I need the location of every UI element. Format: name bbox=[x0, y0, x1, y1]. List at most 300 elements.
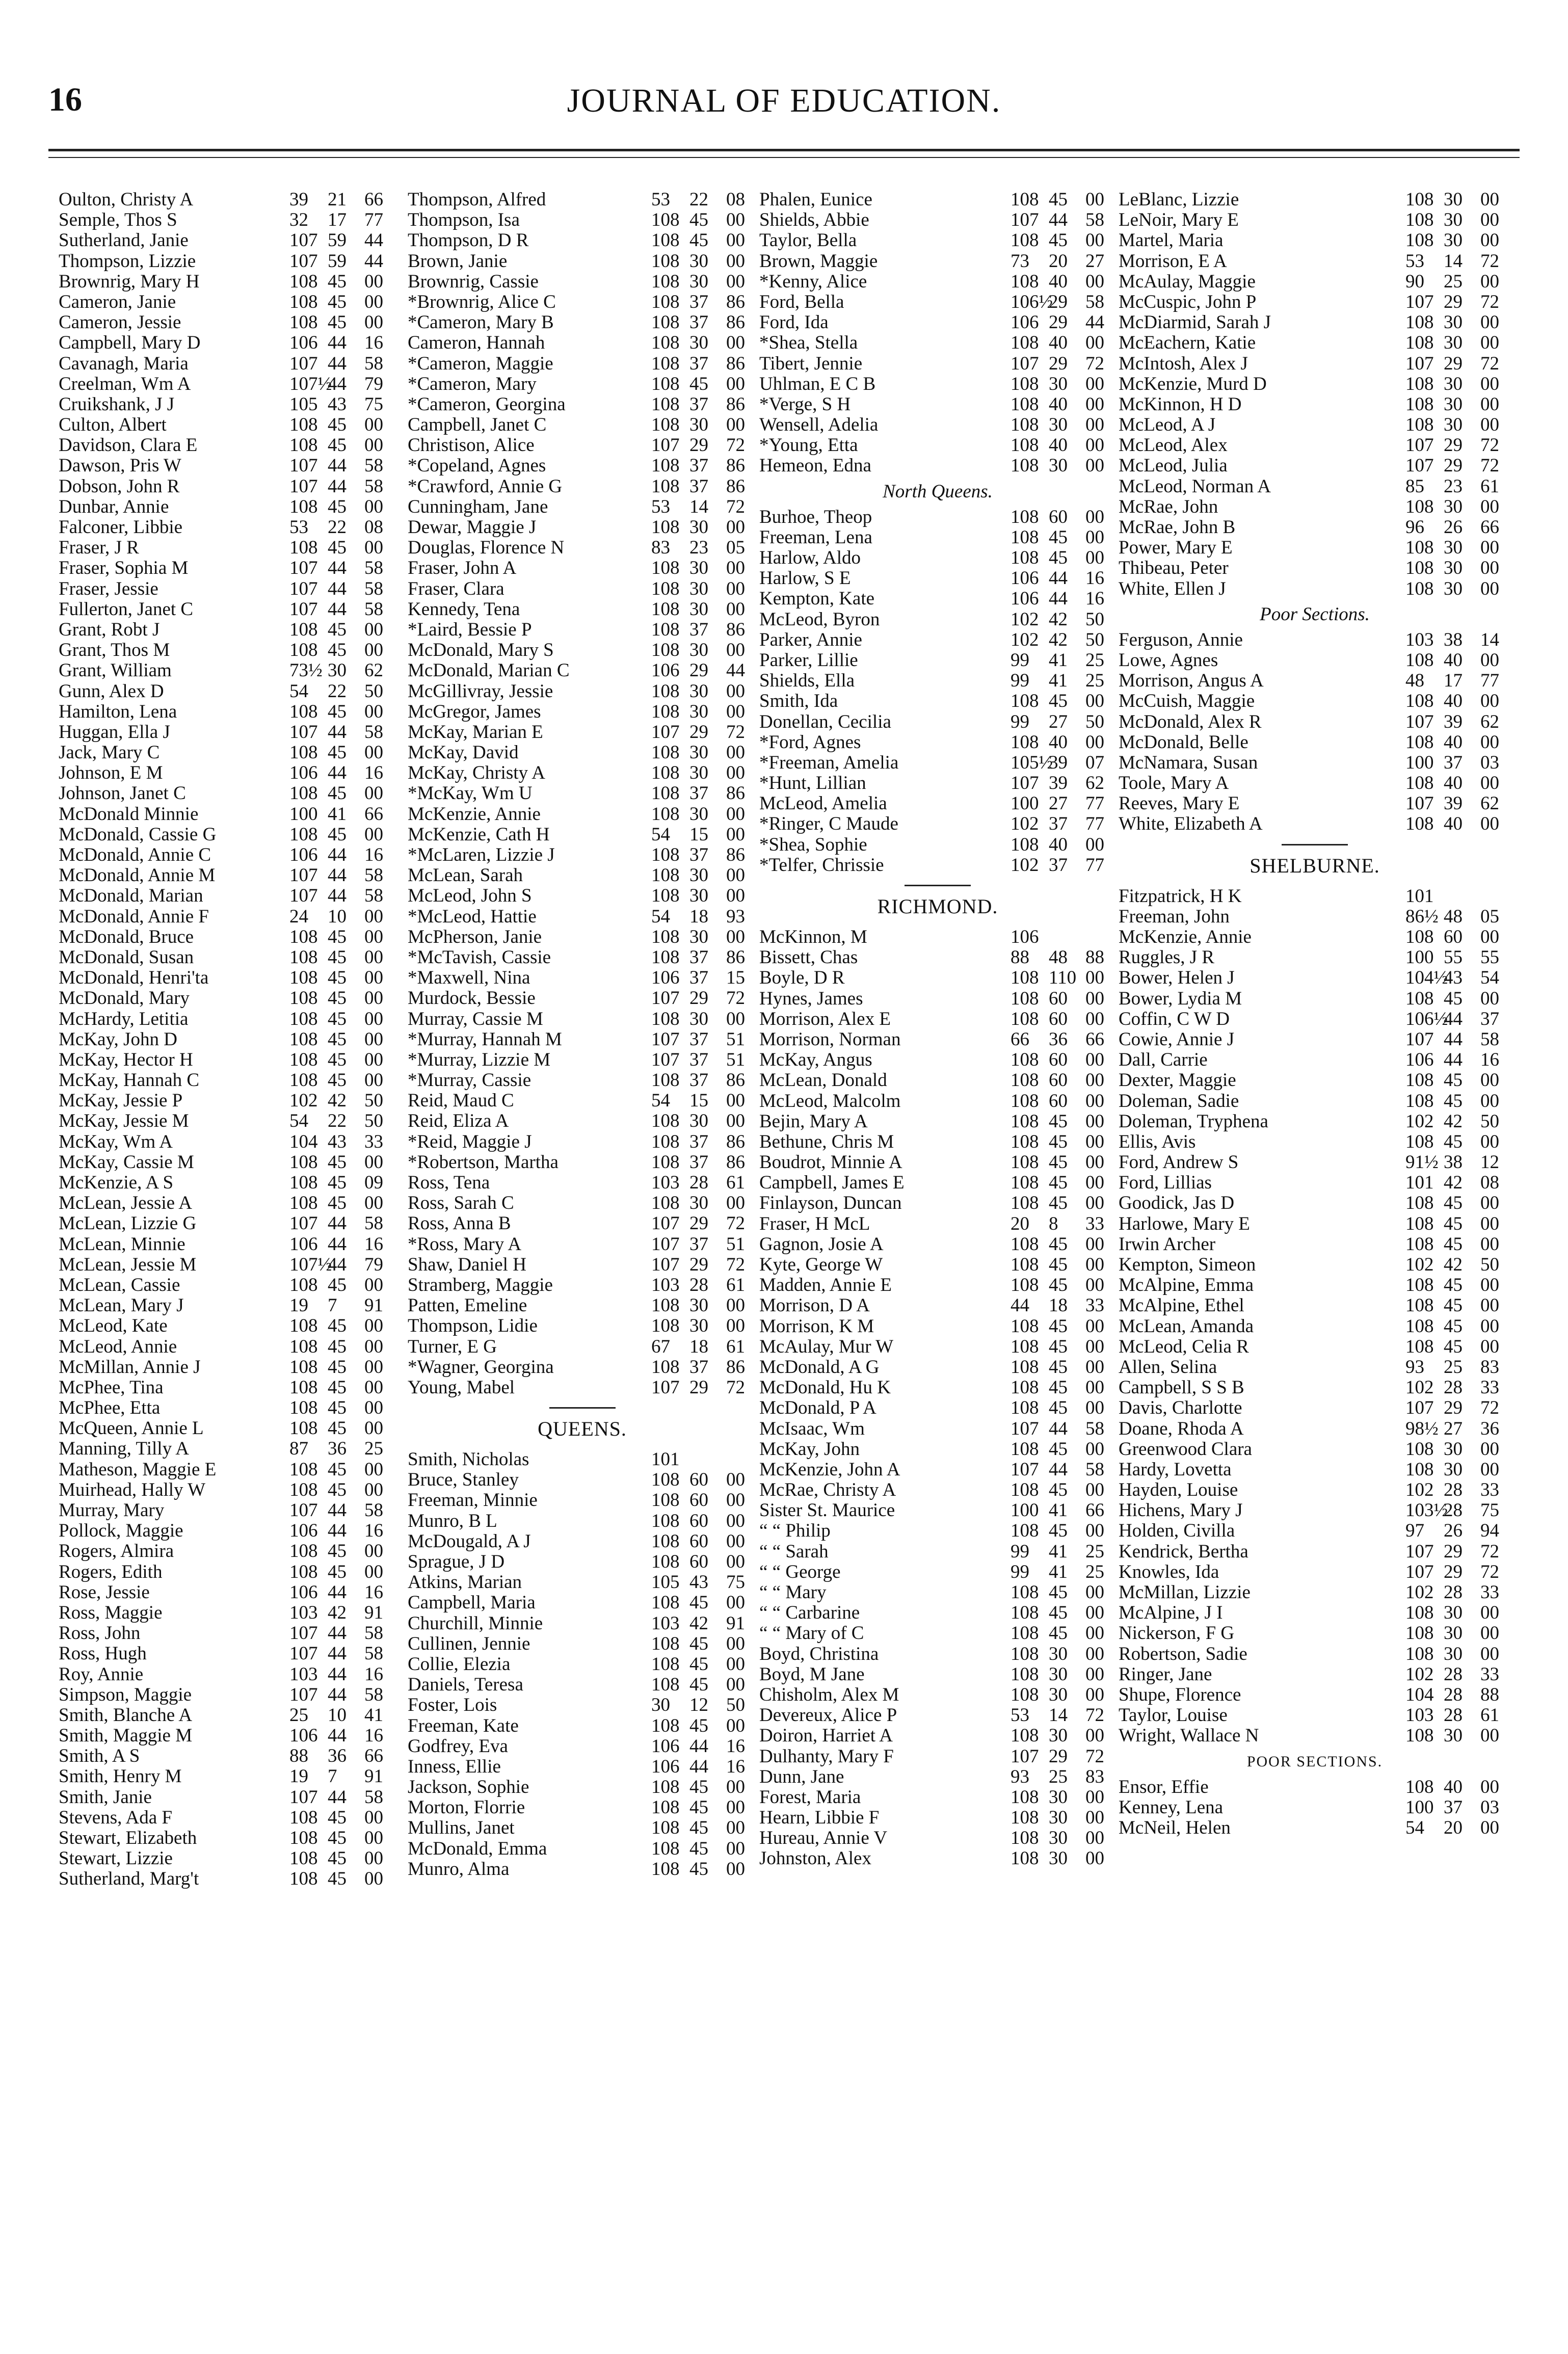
grant-dollars: 30 bbox=[1444, 1459, 1463, 1480]
list-item bbox=[1119, 1623, 1511, 1644]
teacher-name: Young, Mabel bbox=[408, 1377, 515, 1398]
teacher-name: Freeman, Minnie bbox=[408, 1490, 538, 1511]
grant-dollars: 8 bbox=[1049, 1213, 1058, 1234]
grant-cents: 00 bbox=[1085, 1582, 1104, 1603]
list-item bbox=[59, 1480, 395, 1500]
days-taught: 83 bbox=[651, 537, 670, 559]
days-taught: 108 bbox=[1405, 393, 1434, 415]
list-item bbox=[59, 1029, 395, 1050]
grant-dollars: 38 bbox=[1444, 629, 1463, 650]
list-item bbox=[408, 1173, 757, 1193]
days-taught: 107 bbox=[1405, 1541, 1434, 1562]
grant-cents: 77 bbox=[1085, 813, 1104, 835]
list-item bbox=[59, 517, 395, 538]
list-item bbox=[1119, 1193, 1511, 1213]
grant-cents: 86 bbox=[726, 475, 745, 497]
list-item bbox=[1119, 1214, 1511, 1234]
grant-cents: 44 bbox=[726, 660, 745, 681]
grant-dollars: 45 bbox=[1444, 988, 1463, 1009]
list-item bbox=[1119, 1173, 1511, 1193]
teacher-name: Holden, Civilla bbox=[1119, 1521, 1235, 1542]
days-taught: 99 bbox=[1011, 1561, 1029, 1582]
days-taught: 106 bbox=[289, 844, 318, 865]
grant-dollars: 45 bbox=[689, 1653, 708, 1675]
grant-dollars: 44 bbox=[1049, 1459, 1068, 1480]
days-taught: 108 bbox=[1405, 558, 1434, 579]
days-taught: 106½ bbox=[1011, 291, 1053, 312]
days-taught: 108 bbox=[651, 1131, 680, 1152]
grant-dollars: 30 bbox=[689, 1193, 708, 1214]
list-item bbox=[1119, 1705, 1511, 1726]
teacher-name: Donellan, Cecilia bbox=[759, 711, 891, 732]
grant-cents: 00 bbox=[1085, 1828, 1104, 1849]
grant-dollars: 29 bbox=[689, 1254, 708, 1275]
teacher-name: Ross, Maggie bbox=[59, 1602, 163, 1623]
teacher-name: Morrison, Angus A bbox=[1119, 671, 1264, 692]
grant-dollars: 29 bbox=[1049, 291, 1068, 312]
grant-cents: 58 bbox=[364, 475, 383, 497]
teacher-name: Brown, Janie bbox=[408, 251, 508, 272]
days-taught: 108 bbox=[289, 742, 318, 763]
days-taught: 85 bbox=[1405, 475, 1424, 497]
list-item bbox=[759, 1787, 1116, 1808]
teacher-name: Atkins, Marian bbox=[408, 1572, 522, 1593]
teacher-name: Burhoe, Theop bbox=[759, 507, 872, 527]
list-item bbox=[1119, 907, 1511, 927]
grant-dollars: 45 bbox=[1444, 1315, 1463, 1337]
grant-dollars: 44 bbox=[1049, 568, 1068, 589]
grant-dollars: 30 bbox=[689, 640, 708, 661]
grant-cents: 16 bbox=[364, 1663, 383, 1685]
list-item bbox=[59, 763, 395, 783]
list-item bbox=[59, 1213, 395, 1234]
grant-dollars: 43 bbox=[328, 1131, 347, 1152]
grant-dollars: 30 bbox=[1049, 1643, 1068, 1664]
teacher-name: McKay, Angus bbox=[759, 1050, 872, 1071]
list-item bbox=[408, 927, 757, 947]
list-item bbox=[408, 1531, 757, 1552]
grant-dollars: 60 bbox=[1049, 1070, 1068, 1091]
grant-dollars: 45 bbox=[1049, 1336, 1068, 1357]
grant-cents: 86 bbox=[726, 946, 745, 968]
grant-dollars: 45 bbox=[1049, 1520, 1068, 1542]
grant-cents: 72 bbox=[726, 1213, 745, 1234]
teacher-name: Toole, Mary A bbox=[1119, 773, 1229, 794]
grant-cents: 00 bbox=[726, 1090, 745, 1112]
teacher-name: McKay, John D bbox=[59, 1029, 177, 1050]
days-taught: 53 bbox=[1405, 250, 1424, 272]
list-item bbox=[408, 251, 757, 272]
teacher-name: Power, Mary E bbox=[1119, 538, 1233, 559]
grant-dollars: 30 bbox=[689, 332, 708, 354]
days-taught: 54 bbox=[1405, 1817, 1424, 1838]
list-item bbox=[1119, 1295, 1511, 1316]
grant-cents: 86 bbox=[726, 312, 745, 333]
grant-cents: 00 bbox=[1085, 547, 1104, 568]
grant-cents: 00 bbox=[726, 1633, 745, 1654]
grant-cents: 00 bbox=[726, 1469, 745, 1491]
days-taught: 67 bbox=[651, 1336, 670, 1357]
list-item bbox=[408, 1029, 757, 1050]
days-taught: 107 bbox=[651, 1254, 680, 1275]
grant-cents: 61 bbox=[1480, 475, 1499, 497]
days-taught: 108 bbox=[1011, 1131, 1039, 1152]
teacher-name: Shields, Ella bbox=[759, 671, 855, 692]
grant-cents: 00 bbox=[1480, 558, 1499, 579]
list-item bbox=[408, 190, 757, 210]
grant-cents: 00 bbox=[1085, 271, 1104, 292]
days-taught: 108 bbox=[651, 1110, 680, 1132]
grant-cents: 00 bbox=[1085, 1684, 1104, 1705]
days-taught: 101 bbox=[1405, 1172, 1434, 1194]
grant-dollars: 37 bbox=[689, 1028, 708, 1050]
grant-dollars: 30 bbox=[1444, 1602, 1463, 1624]
teacher-name: Brownrig, Cassie bbox=[408, 271, 539, 292]
teacher-name: Ringer, Jane bbox=[1119, 1664, 1212, 1685]
grant-cents: 61 bbox=[726, 1172, 745, 1193]
teacher-name: Fraser, J R bbox=[59, 538, 139, 559]
list-item bbox=[759, 691, 1116, 711]
list-item bbox=[408, 538, 757, 558]
days-taught: 107 bbox=[289, 721, 318, 743]
grant-dollars: 30 bbox=[1444, 189, 1463, 210]
days-taught: 24 bbox=[289, 906, 308, 927]
grant-dollars: 45 bbox=[1049, 1131, 1068, 1152]
days-taught: 107 bbox=[289, 250, 318, 272]
teacher-name: Fraser, John A bbox=[408, 558, 517, 579]
days-taught: 108 bbox=[1011, 1684, 1039, 1705]
list-item bbox=[1119, 712, 1511, 732]
days-taught: 107 bbox=[289, 1643, 318, 1664]
days-taught: 96 bbox=[1405, 517, 1424, 538]
grant-dollars: 44 bbox=[328, 844, 347, 865]
teacher-name: McLean, Lizzie G bbox=[59, 1213, 197, 1234]
days-taught: 99 bbox=[1011, 670, 1029, 692]
grant-cents: 33 bbox=[1085, 1213, 1104, 1234]
list-item bbox=[59, 1234, 395, 1255]
grant-cents: 09 bbox=[364, 1172, 383, 1193]
teacher-name: *McKay, Wm U bbox=[408, 783, 533, 804]
grant-cents: 50 bbox=[1480, 1254, 1499, 1275]
days-taught: 107 bbox=[651, 1049, 680, 1070]
days-taught: 54 bbox=[651, 824, 670, 845]
teacher-name: Morrison, K M bbox=[759, 1316, 874, 1337]
teacher-name: Smith, Nicholas bbox=[408, 1449, 529, 1470]
teacher-name: Dunn, Jane bbox=[759, 1766, 844, 1787]
teacher-name: “ “ Mary bbox=[759, 1582, 827, 1603]
list-item bbox=[759, 507, 1116, 527]
grant-cents: 00 bbox=[1085, 1254, 1104, 1275]
list-item bbox=[408, 1797, 757, 1818]
grant-dollars: 45 bbox=[1444, 1193, 1463, 1214]
days-taught: 102 bbox=[1011, 629, 1039, 650]
days-taught: 108 bbox=[1405, 230, 1434, 251]
teacher-name: Stevens, Ada F bbox=[59, 1807, 173, 1828]
list-item bbox=[1119, 312, 1511, 333]
teacher-name: McKay, John bbox=[759, 1439, 860, 1460]
grant-cents: 72 bbox=[1480, 455, 1499, 477]
grant-cents: 00 bbox=[1480, 393, 1499, 415]
list-item bbox=[59, 1337, 395, 1357]
days-taught: 108 bbox=[289, 1356, 318, 1378]
days-taught: 108 bbox=[651, 1715, 680, 1736]
grant-dollars: 30 bbox=[1444, 537, 1463, 559]
grant-cents: 00 bbox=[726, 1838, 745, 1859]
list-item bbox=[1119, 1009, 1511, 1029]
grant-dollars: 45 bbox=[1049, 547, 1068, 568]
teacher-name: Ross, Tena bbox=[408, 1173, 490, 1193]
column-1 bbox=[59, 190, 395, 1890]
days-taught: 108 bbox=[289, 1848, 318, 1869]
page-number: 16 bbox=[48, 81, 82, 118]
grant-cents: 00 bbox=[726, 1008, 745, 1029]
days-taught: 73½ bbox=[289, 660, 323, 681]
list-item bbox=[1119, 251, 1511, 272]
grant-dollars: 45 bbox=[328, 1028, 347, 1050]
teacher-name: Stramberg, Maggie bbox=[408, 1275, 553, 1295]
list-item bbox=[759, 589, 1116, 609]
teacher-name: Gagnon, Josie A bbox=[759, 1234, 884, 1255]
days-taught: 107 bbox=[289, 1500, 318, 1521]
list-item bbox=[59, 1418, 395, 1439]
teacher-name: Boyd, Christina bbox=[759, 1644, 879, 1664]
grant-dollars: 45 bbox=[328, 1479, 347, 1500]
grant-cents: 00 bbox=[1480, 1459, 1499, 1480]
teacher-name: Grant, Thos M bbox=[59, 640, 170, 661]
grant-cents: 00 bbox=[1480, 271, 1499, 292]
grant-cents: 00 bbox=[1085, 1479, 1104, 1501]
days-taught: 108 bbox=[651, 680, 680, 702]
days-taught: 108 bbox=[651, 1530, 680, 1552]
grant-cents: 00 bbox=[1480, 230, 1499, 251]
teacher-name: Muirhead, Hally W bbox=[59, 1479, 206, 1500]
grant-dollars: 45 bbox=[1444, 1233, 1463, 1255]
grant-cents: 00 bbox=[1480, 1275, 1499, 1296]
list-item bbox=[1119, 1132, 1511, 1152]
teacher-name: McLean, Mary J bbox=[59, 1295, 184, 1316]
grant-cents: 00 bbox=[726, 598, 745, 620]
list-item bbox=[1119, 1500, 1511, 1521]
list-item bbox=[59, 1132, 395, 1152]
days-taught: 107 bbox=[289, 578, 318, 599]
list-item bbox=[1119, 1439, 1511, 1460]
days-taught: 108 bbox=[1405, 731, 1434, 753]
grant-dollars: 43 bbox=[689, 1572, 708, 1593]
grant-dollars: 45 bbox=[1049, 1172, 1068, 1194]
list-item bbox=[408, 681, 757, 702]
grant-dollars: 30 bbox=[1444, 414, 1463, 436]
teacher-name: McLean, Minnie bbox=[59, 1234, 185, 1255]
days-taught: 108 bbox=[1011, 1110, 1039, 1132]
list-item bbox=[59, 394, 395, 415]
list-item bbox=[1119, 1255, 1511, 1275]
teacher-name: Cowie, Annie J bbox=[1119, 1029, 1235, 1050]
teacher-name: Thompson, Alfred bbox=[408, 190, 546, 210]
grant-dollars: 25 bbox=[1049, 1766, 1068, 1787]
grant-dollars: 43 bbox=[1444, 967, 1463, 989]
list-item bbox=[59, 988, 395, 1009]
grant-cents: 00 bbox=[1085, 526, 1104, 548]
grant-cents: 58 bbox=[364, 885, 383, 907]
list-item bbox=[59, 1541, 395, 1562]
list-item bbox=[408, 763, 757, 783]
days-taught: 104 bbox=[289, 1131, 318, 1152]
days-taught: 108 bbox=[1011, 435, 1039, 456]
days-taught: 108 bbox=[651, 353, 680, 374]
grant-dollars: 44 bbox=[328, 885, 347, 907]
days-taught: 108 bbox=[1405, 1602, 1434, 1624]
grant-dollars: 29 bbox=[1444, 1541, 1463, 1562]
grant-cents: 58 bbox=[364, 558, 383, 579]
grant-cents: 00 bbox=[1085, 506, 1104, 527]
grant-cents: 00 bbox=[364, 906, 383, 927]
grant-dollars: 44 bbox=[328, 332, 347, 354]
grant-dollars: 45 bbox=[328, 640, 347, 661]
grant-dollars: 45 bbox=[1049, 1275, 1068, 1296]
grant-cents: 00 bbox=[364, 1418, 383, 1439]
list-item bbox=[408, 1716, 757, 1736]
grant-cents: 03 bbox=[1480, 752, 1499, 773]
grant-dollars: 40 bbox=[1049, 332, 1068, 354]
days-taught: 107 bbox=[289, 1786, 318, 1808]
teacher-name: Dulhanty, Mary F bbox=[759, 1746, 894, 1767]
grant-dollars: 45 bbox=[1049, 1602, 1068, 1624]
days-taught: 108 bbox=[651, 619, 680, 640]
teacher-name: *Robertson, Martha bbox=[408, 1152, 559, 1173]
list-item bbox=[759, 456, 1116, 476]
grant-dollars: 14 bbox=[689, 496, 708, 517]
teacher-name: Grant, Robt J bbox=[59, 619, 160, 640]
grant-cents: 05 bbox=[726, 537, 745, 559]
section-heading: POOR SECTIONS. bbox=[1246, 1753, 1383, 1770]
list-item bbox=[59, 1091, 395, 1111]
grant-dollars: 30 bbox=[1444, 312, 1463, 333]
grant-dollars: 30 bbox=[689, 865, 708, 886]
grant-dollars: 30 bbox=[1049, 1725, 1068, 1747]
grant-cents: 00 bbox=[1480, 1438, 1499, 1460]
days-taught: 107 bbox=[651, 1233, 680, 1255]
grant-cents: 03 bbox=[1480, 1796, 1499, 1818]
days-taught: 107 bbox=[1405, 1397, 1434, 1419]
grant-dollars: 45 bbox=[1444, 1275, 1463, 1296]
grant-cents: 00 bbox=[1085, 1336, 1104, 1357]
grant-dollars: 28 bbox=[689, 1274, 708, 1295]
days-taught: 108 bbox=[289, 1561, 318, 1582]
grant-dollars: 37 bbox=[689, 393, 708, 415]
list-item bbox=[759, 230, 1116, 251]
grant-cents: 14 bbox=[1480, 629, 1499, 650]
teacher-name: Bruce, Stanley bbox=[408, 1470, 519, 1491]
grant-dollars: 45 bbox=[328, 312, 347, 333]
teacher-name: Finlayson, Duncan bbox=[759, 1193, 902, 1214]
grant-dollars: 42 bbox=[689, 1612, 708, 1634]
grant-dollars: 40 bbox=[1444, 813, 1463, 835]
grant-dollars: 40 bbox=[1049, 435, 1068, 456]
teacher-name: Ellis, Avis bbox=[1119, 1131, 1196, 1152]
grant-dollars: 60 bbox=[1049, 506, 1068, 527]
teacher-name: Godfrey, Eva bbox=[408, 1736, 508, 1757]
grant-dollars: 30 bbox=[1444, 373, 1463, 394]
grant-dollars: 44 bbox=[328, 1254, 347, 1275]
teacher-name: *Reid, Maggie J bbox=[408, 1131, 532, 1152]
grant-cents: 00 bbox=[726, 1653, 745, 1675]
days-taught: 106 bbox=[1011, 312, 1039, 333]
list-item bbox=[408, 783, 757, 804]
days-taught: 107½ bbox=[289, 1254, 332, 1275]
teacher-name: McKay, Christy A bbox=[408, 763, 545, 784]
grant-dollars: 45 bbox=[689, 373, 708, 394]
grant-cents: 00 bbox=[364, 1868, 383, 1890]
grant-cents: 00 bbox=[1480, 1315, 1499, 1337]
days-taught: 108 bbox=[651, 1295, 680, 1316]
teacher-name: *Shea, Stella bbox=[759, 333, 858, 354]
grant-dollars: 37 bbox=[689, 353, 708, 374]
grant-dollars: 37 bbox=[689, 1049, 708, 1070]
grant-dollars: 30 bbox=[689, 271, 708, 292]
grant-dollars: 29 bbox=[1444, 1561, 1463, 1582]
grant-dollars: 7 bbox=[328, 1295, 337, 1316]
grant-cents: 72 bbox=[726, 496, 745, 517]
days-taught: 108 bbox=[1405, 1233, 1434, 1255]
grant-dollars bbox=[1444, 886, 1480, 907]
grant-cents: 27 bbox=[1085, 250, 1104, 272]
grant-dollars: 18 bbox=[689, 1336, 708, 1357]
grant-dollars: 45 bbox=[1049, 1356, 1068, 1378]
teacher-name: Sutherland, Marg't bbox=[59, 1869, 199, 1890]
list-item bbox=[759, 1295, 1116, 1316]
teacher-name: Bissett, Chas bbox=[759, 947, 858, 968]
days-taught: 108 bbox=[651, 1315, 680, 1337]
list-item bbox=[1119, 497, 1511, 517]
grant-dollars: 44 bbox=[1444, 1049, 1463, 1071]
grant-dollars: 40 bbox=[1049, 393, 1068, 415]
list-item bbox=[59, 456, 395, 476]
days-taught: 108 bbox=[651, 1008, 680, 1029]
grant-dollars: 45 bbox=[689, 1817, 708, 1839]
grant-cents: 00 bbox=[726, 1777, 745, 1798]
teacher-name: *Cameron, Georgina bbox=[408, 394, 566, 415]
days-taught: 108 bbox=[289, 1008, 318, 1029]
days-taught: 30 bbox=[651, 1695, 670, 1716]
teacher-name: McRae, John bbox=[1119, 496, 1218, 517]
grant-cents: 58 bbox=[1085, 1418, 1104, 1439]
grant-cents: 08 bbox=[364, 517, 383, 538]
teacher-name: Murray, Mary bbox=[59, 1500, 165, 1521]
grant-cents: 16 bbox=[364, 1233, 383, 1255]
teacher-name: McLean, Cassie bbox=[59, 1275, 180, 1295]
teacher-name: Campbell, Mary D bbox=[59, 333, 201, 354]
days-taught: 108 bbox=[1405, 312, 1434, 333]
grant-dollars: 45 bbox=[328, 619, 347, 640]
grant-cents: 00 bbox=[1480, 578, 1499, 599]
grant-cents: 00 bbox=[1085, 691, 1104, 712]
list-item bbox=[1119, 1562, 1511, 1582]
days-taught: 106 bbox=[1405, 1049, 1434, 1071]
list-item bbox=[408, 558, 757, 578]
grant-dollars: 44 bbox=[328, 475, 347, 497]
teacher-name: *Verge, S H bbox=[759, 394, 851, 415]
grant-dollars: 15 bbox=[689, 1090, 708, 1112]
list-item bbox=[408, 1511, 757, 1531]
days-taught: 108 bbox=[651, 1817, 680, 1839]
grant-dollars: 42 bbox=[1444, 1172, 1463, 1194]
grant-cents: 00 bbox=[364, 271, 383, 292]
list-item bbox=[759, 374, 1116, 394]
list-item bbox=[1119, 1070, 1511, 1091]
list-item bbox=[408, 1593, 757, 1613]
teacher-name: Rogers, Almira bbox=[59, 1541, 174, 1562]
grant-cents: 00 bbox=[726, 1110, 745, 1132]
